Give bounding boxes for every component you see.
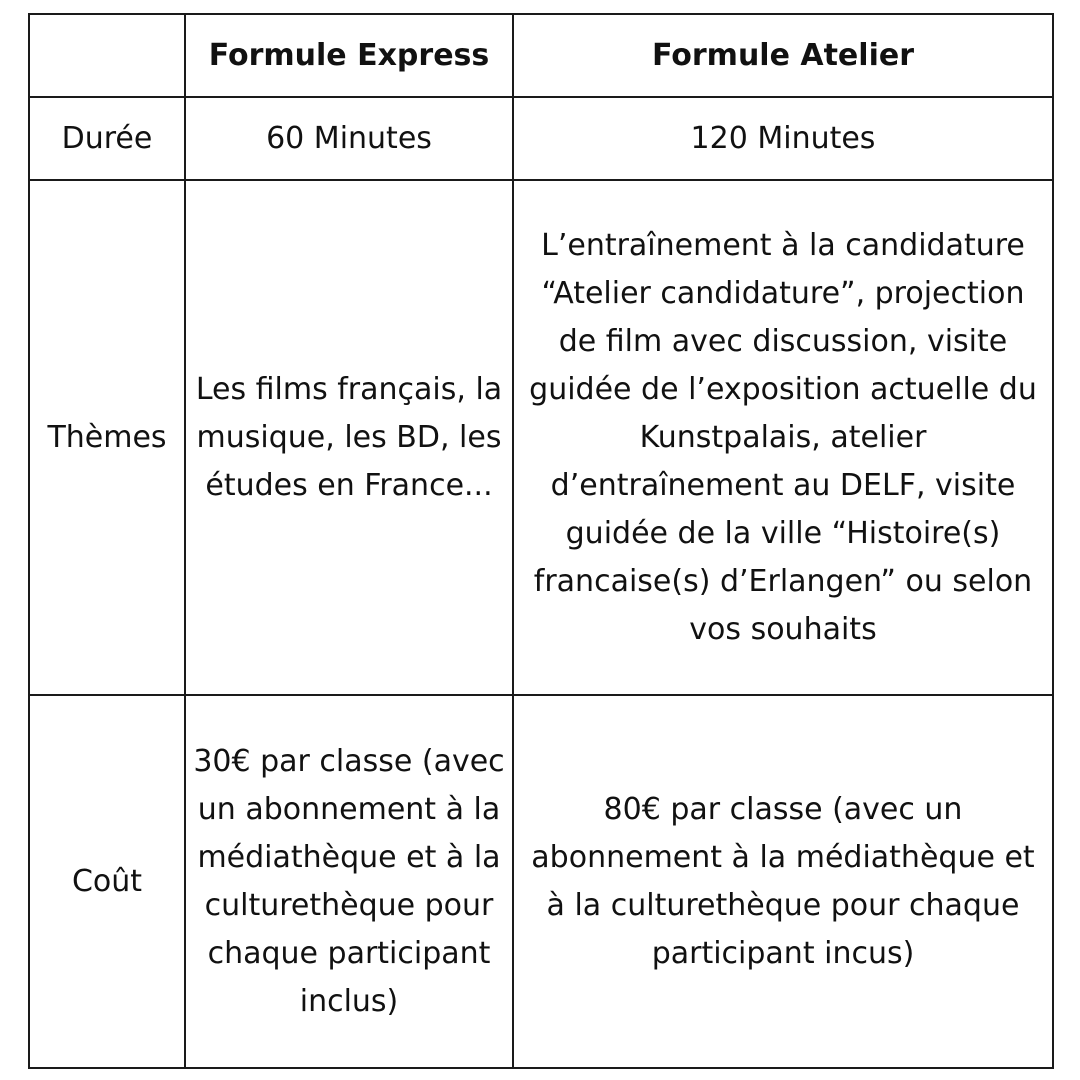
header-formule-express: Formule Express — [185, 14, 513, 97]
row-label-cout: Coût — [29, 695, 185, 1068]
header-formule-atelier: Formule Atelier — [513, 14, 1053, 97]
cell-cout-express: 30€ par classe (avec un abonnement à la médiathèque et à la culturethèque pour chaque participant inclus) — [185, 695, 513, 1068]
table-row-duree — [29, 97, 1053, 180]
table-header-row — [29, 14, 1053, 97]
row-label-themes: Thèmes — [29, 180, 185, 695]
cell-cout-atelier: 80€ par classe (avec un abonnement à la médiathèque et à la culturethèque pour chaque participant incus) — [513, 695, 1053, 1068]
row-label-duree: Durée — [29, 97, 185, 180]
header-corner-cell — [29, 14, 185, 97]
cell-duree-express: 60 Minutes — [185, 97, 513, 180]
pricing-table — [28, 13, 1054, 1069]
cell-duree-atelier: 120 Minutes — [513, 97, 1053, 180]
table-row-cout — [29, 695, 1053, 1068]
table-row-themes — [29, 180, 1053, 695]
cell-themes-express: Les films français, la musique, les BD, les études en France... — [185, 180, 513, 695]
cell-themes-atelier: L’entraînement à la candidature “Atelier candidature”, projection de film avec discussion, visite guidée de l’exposition actuelle du Kunstpalais, atelier d’entraînement au DELF, visite guidée de la ville “Histoire(s) francaise(s) d’Erlangen” ou selon vos souhaits — [513, 180, 1053, 695]
